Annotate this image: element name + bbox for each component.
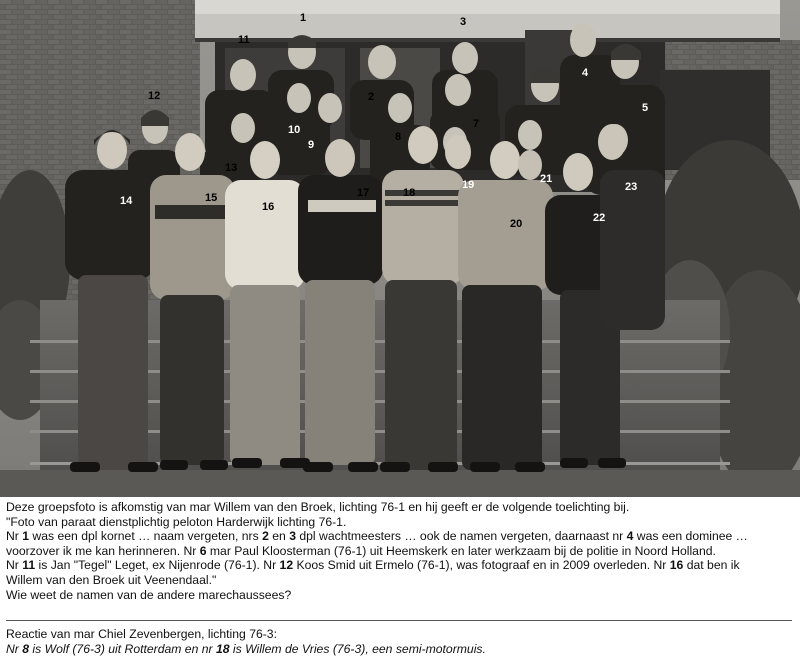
photo-label-22: 22 bbox=[593, 212, 606, 224]
photo-label-21: 21 bbox=[540, 173, 553, 185]
photo-label-3: 3 bbox=[460, 16, 467, 28]
caption-line-4: voorzover ik me kan herinneren. Nr 6 mar Paul Kloosterman (76-1) uit Heemskerk en later werkzaam bij de politie in Noord Holland. bbox=[6, 543, 716, 558]
caption-line-1: Deze groepsfoto is afkomstig van mar Willem van den Broek, lichting 76-1 en hij geeft er de volgende toelichting bij. bbox=[6, 500, 630, 514]
caption-line-2: "Foto van paraat dienstplichtig peloton Harderwijk lichting 76-1. bbox=[6, 514, 347, 529]
photo-label-20: 20 bbox=[510, 218, 523, 230]
caption-line-6: Willem van den Broek uit Veenendaal." bbox=[6, 572, 217, 587]
photo-label-2: 2 bbox=[368, 91, 375, 103]
caption-question: Wie weet de namen van de andere marechaussees? bbox=[6, 587, 292, 602]
caption-line-3: Nr 1 was een dpl kornet … naam vergeten, nrs 2 en 3 dpl wachtmeesters … ook de namen vergeten, daarnaast nr 4 was een dominee … bbox=[6, 529, 748, 544]
photo-label-15: 15 bbox=[205, 192, 218, 204]
photo-label-11: 11 bbox=[238, 34, 250, 46]
photo-label-13: 13 bbox=[225, 162, 238, 174]
photo-label-18: 18 bbox=[403, 187, 416, 199]
reaction-text: Nr 8 is Wolf (76-3) uit Rotterdam en nr 18 is Willem de Vries (76-3), een semi-motormuis. bbox=[6, 641, 486, 656]
photo-label-17: 17 bbox=[357, 187, 370, 199]
photo-label-1: 1 bbox=[300, 12, 307, 24]
reaction-block bbox=[6, 627, 796, 656]
photo-label-8: 8 bbox=[395, 131, 402, 143]
photo-label-9: 9 bbox=[308, 139, 315, 151]
photo-label-23: 23 bbox=[625, 181, 638, 193]
reaction-title: Reactie van mar Chiel Zevenbergen, lichting 76-3: bbox=[6, 627, 277, 641]
photo-label-16: 16 bbox=[262, 201, 275, 213]
photo-label-5: 5 bbox=[642, 102, 649, 114]
photo-label-12: 12 bbox=[148, 90, 161, 102]
photo-caption bbox=[6, 500, 796, 602]
divider bbox=[6, 620, 792, 621]
photo-label-19: 19 bbox=[462, 179, 475, 191]
photo-label-4: 4 bbox=[582, 67, 589, 79]
photo-label-14: 14 bbox=[120, 195, 133, 207]
photo-label-10: 10 bbox=[288, 124, 301, 136]
photo-label-7: 7 bbox=[473, 118, 480, 130]
caption-line-5: Nr 11 is Jan "Tegel" Leget, ex Nijenrode (76-1). Nr 12 Koos Smid uit Ermelo (76-1), was fotograaf en in 2009 overleden. Nr 16 dat ben ik bbox=[6, 558, 740, 573]
